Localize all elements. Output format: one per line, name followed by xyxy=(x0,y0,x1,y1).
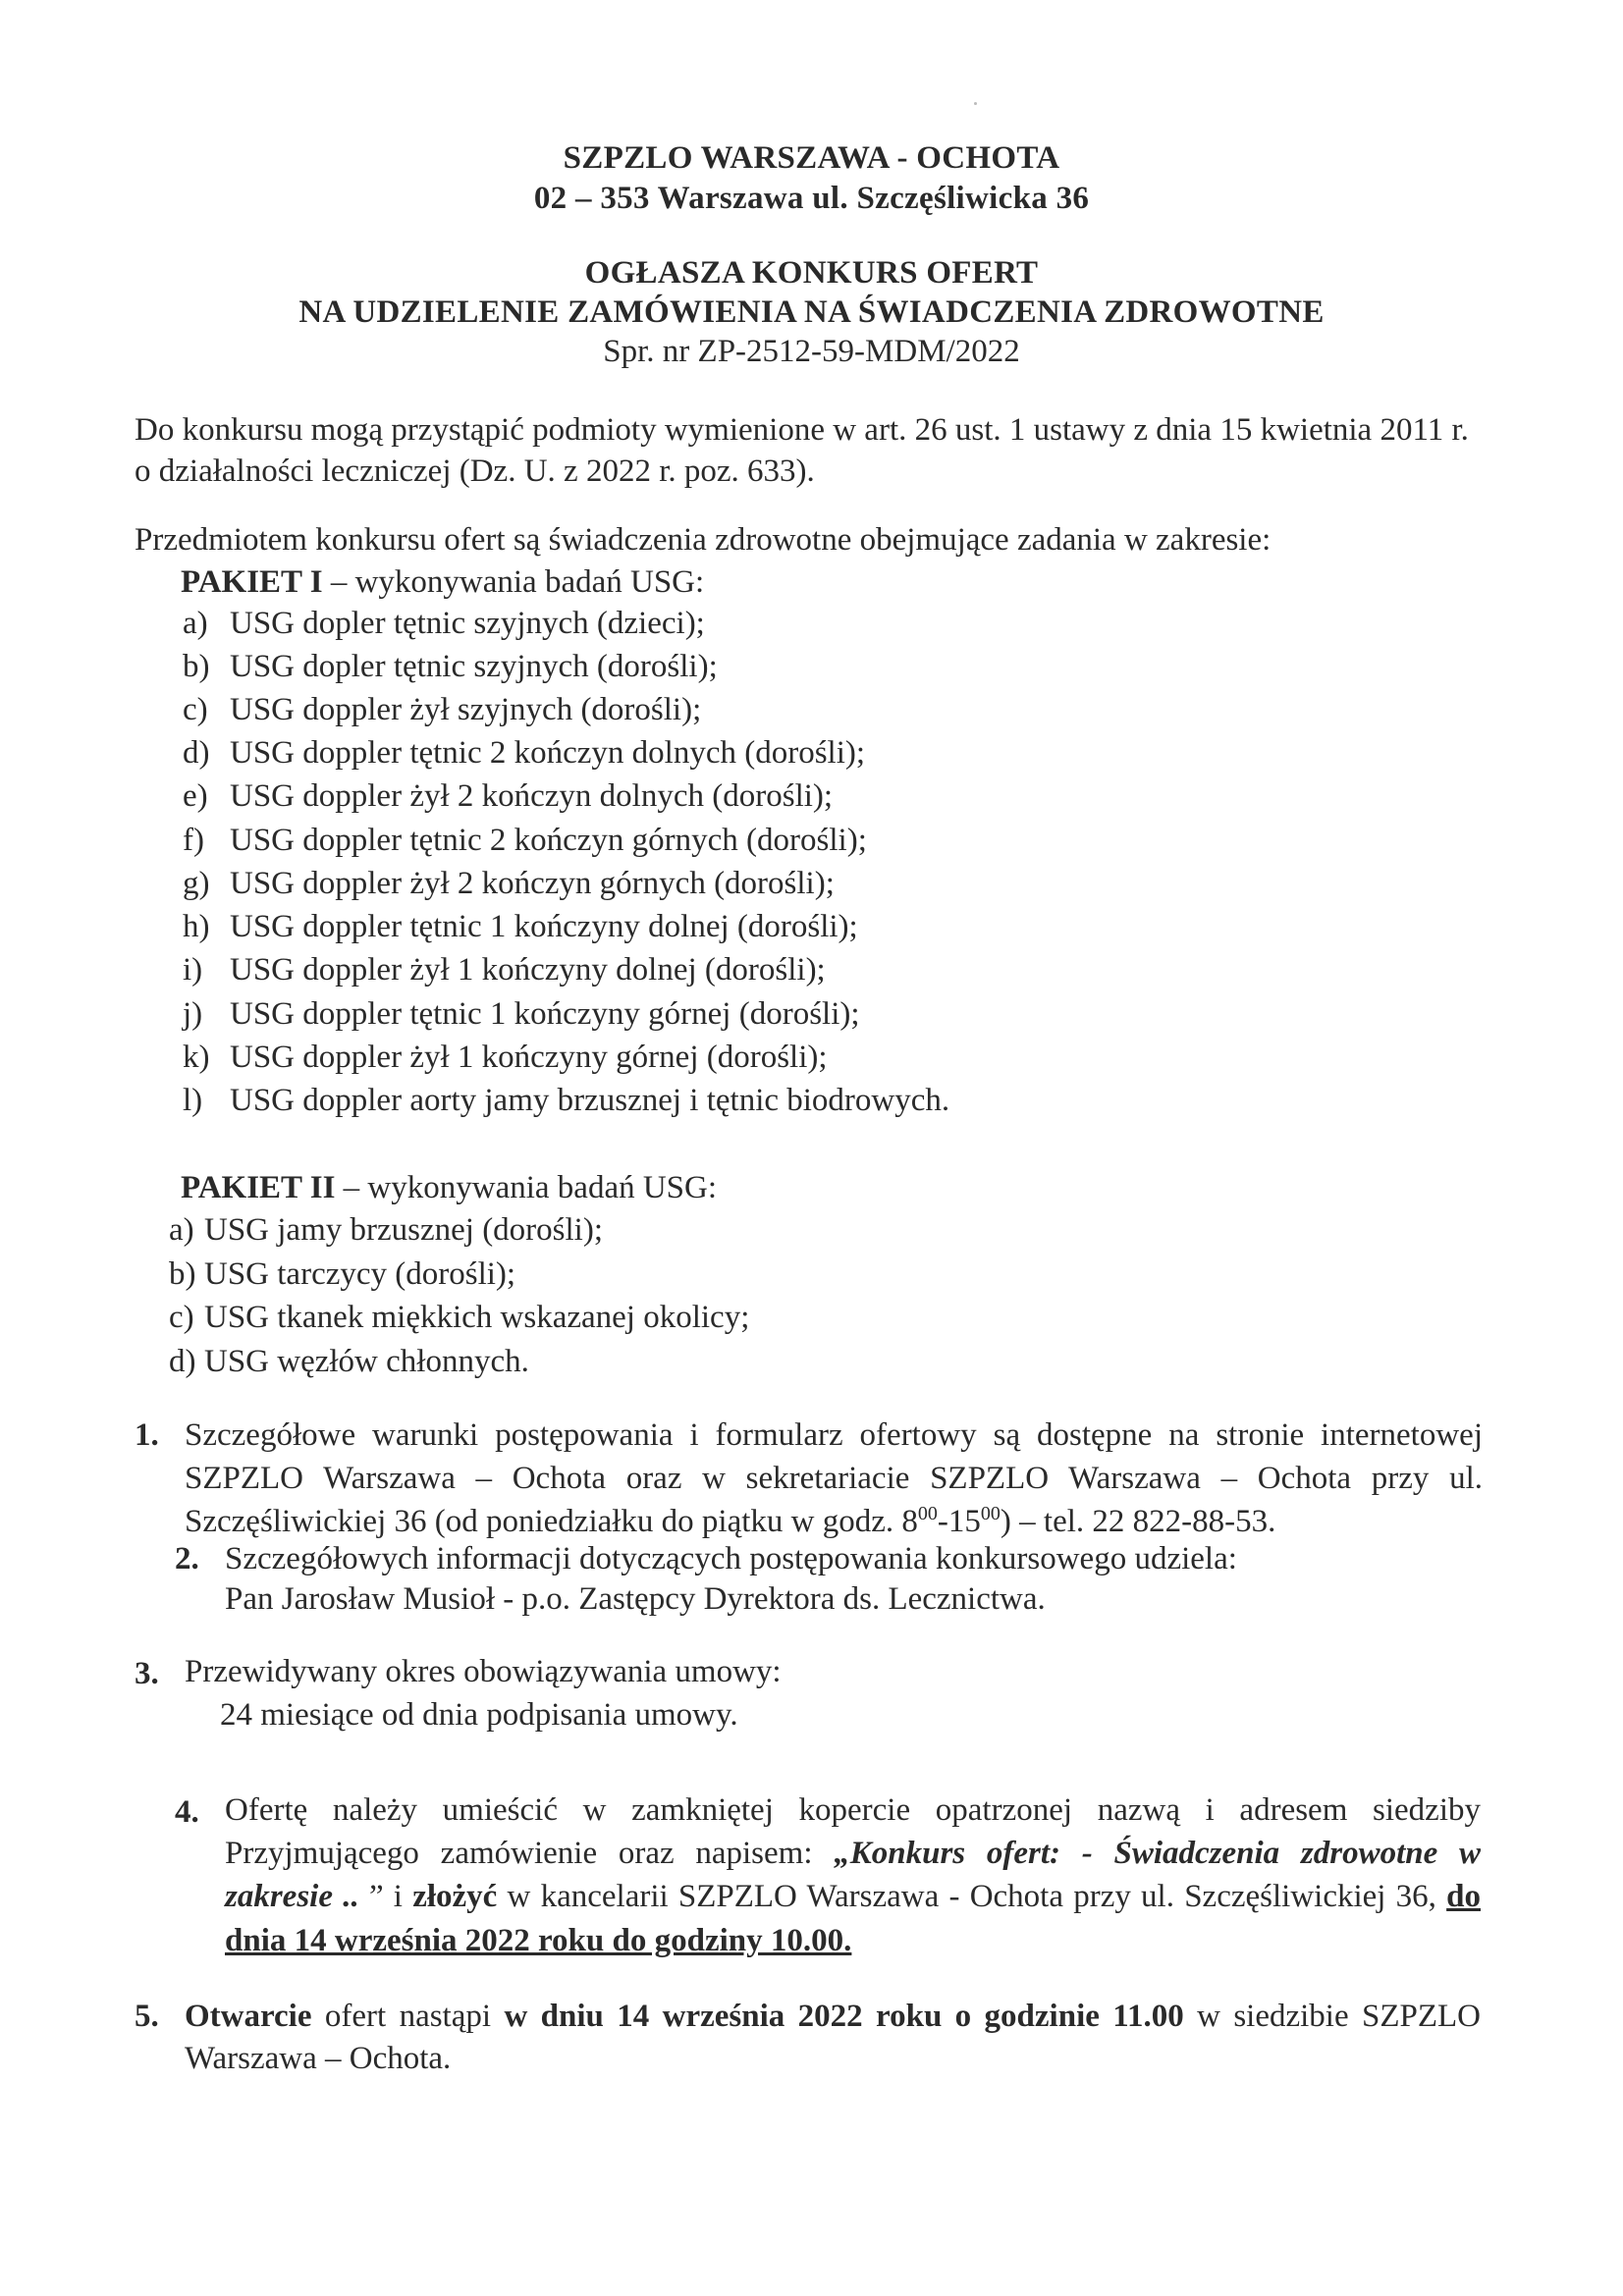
section-5-line-1: Otwarcie ofert nastąpi w dniu 14 września 2022 roku o godzinie 11.00 w siedzibie SZPZLO xyxy=(185,1999,1481,2034)
section-1-line-2: SZPZLO Warszawa – Ochota oraz w sekretariacie SZPZLO Warszawa – Ochota przy ul. xyxy=(185,1461,1483,1496)
section-4-deadline: dnia 14 września 2022 roku do godziny 10.00. xyxy=(225,1923,852,1958)
section-3-line-2: 24 miesiące od dnia podpisania umowy. xyxy=(220,1697,738,1733)
section-1-number: 1. xyxy=(135,1417,159,1453)
list-item: e) USG doppler żył 2 kończyn dolnych (dorośli); xyxy=(183,778,834,814)
list-item: c) USG tkanek miękkich wskazanej okolicy; xyxy=(169,1300,750,1335)
section-4-line-1: Ofertę należy umieścić w zamkniętej kopercie opatrzonej nazwą i adresem siedziby xyxy=(225,1792,1481,1828)
subject-line: Przedmiotem konkursu ofert są świadczenia zdrowotne obejmujące zadania w zakresie: xyxy=(135,522,1271,558)
list-item: h) USG doppler tętnic 1 kończyny dolnej (dorośli); xyxy=(183,909,858,944)
section-4-number: 4. xyxy=(175,1794,199,1830)
list-item: d) USG węzłów chłonnych. xyxy=(169,1344,529,1379)
pakiet-2-desc: – wykonywania badań USG: xyxy=(335,1170,718,1205)
section-5-number: 5. xyxy=(135,1999,159,2034)
announcement-title: OGŁASZA KONKURS OFERT xyxy=(584,255,1039,291)
announcement-subtitle: NA UDZIELENIE ZAMÓWIENIA NA ŚWIADCZENIA ZDROWOTNE xyxy=(298,294,1325,330)
case-number: Spr. nr ZP-2512-59-MDM/2022 xyxy=(603,334,1020,369)
list-item: l) USG doppler aorty jamy brzusznej i tętnic biodrowych. xyxy=(183,1083,950,1118)
intro-line-2: o działalności leczniczej (Dz. U. z 2022 r. poz. 633). xyxy=(135,454,815,489)
pakiet-2-heading xyxy=(181,1168,717,1207)
pakiet-1-heading xyxy=(181,562,704,602)
pakiet-1-label: PAKIET I xyxy=(181,564,323,600)
section-2-number: 2. xyxy=(175,1541,199,1576)
pakiet-2-label: PAKIET II xyxy=(181,1170,336,1205)
section-4-line-3: zakresie .. ” i złożyć w kancelarii SZPZLO Warszawa - Ochota przy ul. Szczęśliwickiej 36, do xyxy=(225,1879,1481,1914)
org-name: SZPZLO WARSZAWA - OCHOTA xyxy=(563,140,1060,176)
section-3-line-1: Przewidywany okres obowiązywania umowy: xyxy=(185,1654,782,1689)
org-address: 02 – 353 Warszawa ul. Szczęśliwicka 36 xyxy=(533,181,1090,216)
list-item: k) USG doppler żył 1 kończyny górnej (dorośli); xyxy=(183,1040,828,1075)
section-1-line-1: Szczegółowe warunki postępowania i formularz ofertowy są dostępne na stronie internetowej xyxy=(185,1417,1483,1453)
pakiet-1-desc: – wykonywania badań USG: xyxy=(322,564,705,600)
list-item: g) USG doppler żył 2 kończyn górnych (dorośli); xyxy=(183,866,835,901)
list-item: b) USG dopler tętnic szyjnych (dorośli); xyxy=(183,649,718,684)
section-4-line-2: Przyjmującego zamówienie oraz napisem: „Konkurs ofert: - Świadczenia zdrowotne w xyxy=(225,1836,1481,1871)
list-item: j) USG doppler tętnic 1 kończyny górnej (dorośli); xyxy=(183,996,860,1032)
list-item: f) USG doppler tętnic 2 kończyn górnych (dorośli); xyxy=(183,823,867,858)
scan-speck xyxy=(974,102,977,105)
section-1-line-3: Szczęśliwickiej 36 (od poniedziałku do piątku w godz. $8^{00}-15^{00}$) – tel. 22 822-88-53. xyxy=(185,1503,1276,1539)
section-2-line-2: Pan Jarosław Musioł - p.o. Zastępcy Dyrektora ds. Lecznictwa. xyxy=(225,1581,1046,1617)
section-3-number: 3. xyxy=(135,1656,159,1691)
section-2-line-1: Szczegółowych informacji dotyczących postępowania konkursowego udziela: xyxy=(225,1541,1237,1576)
section-5-line-2: Warszawa – Ochota. xyxy=(185,2041,452,2076)
list-item: i) USG doppler żył 1 kończyny dolnej (dorośli); xyxy=(183,952,826,988)
list-item: a) USG dopler tętnic szyjnych (dzieci); xyxy=(183,606,705,641)
list-item: d) USG doppler tętnic 2 kończyn dolnych (dorośli); xyxy=(183,735,866,771)
list-item: a) USG jamy brzusznej (dorośli); xyxy=(169,1212,604,1248)
list-item: b) USG tarczycy (dorośli); xyxy=(169,1256,516,1292)
intro-line-1: Do konkursu mogą przystąpić podmioty wymienione w art. 26 ust. 1 ustawy z dnia 15 kwietnia 2011 r. xyxy=(135,412,1469,448)
list-item: c) USG doppler żył szyjnych (dorośli); xyxy=(183,692,702,727)
